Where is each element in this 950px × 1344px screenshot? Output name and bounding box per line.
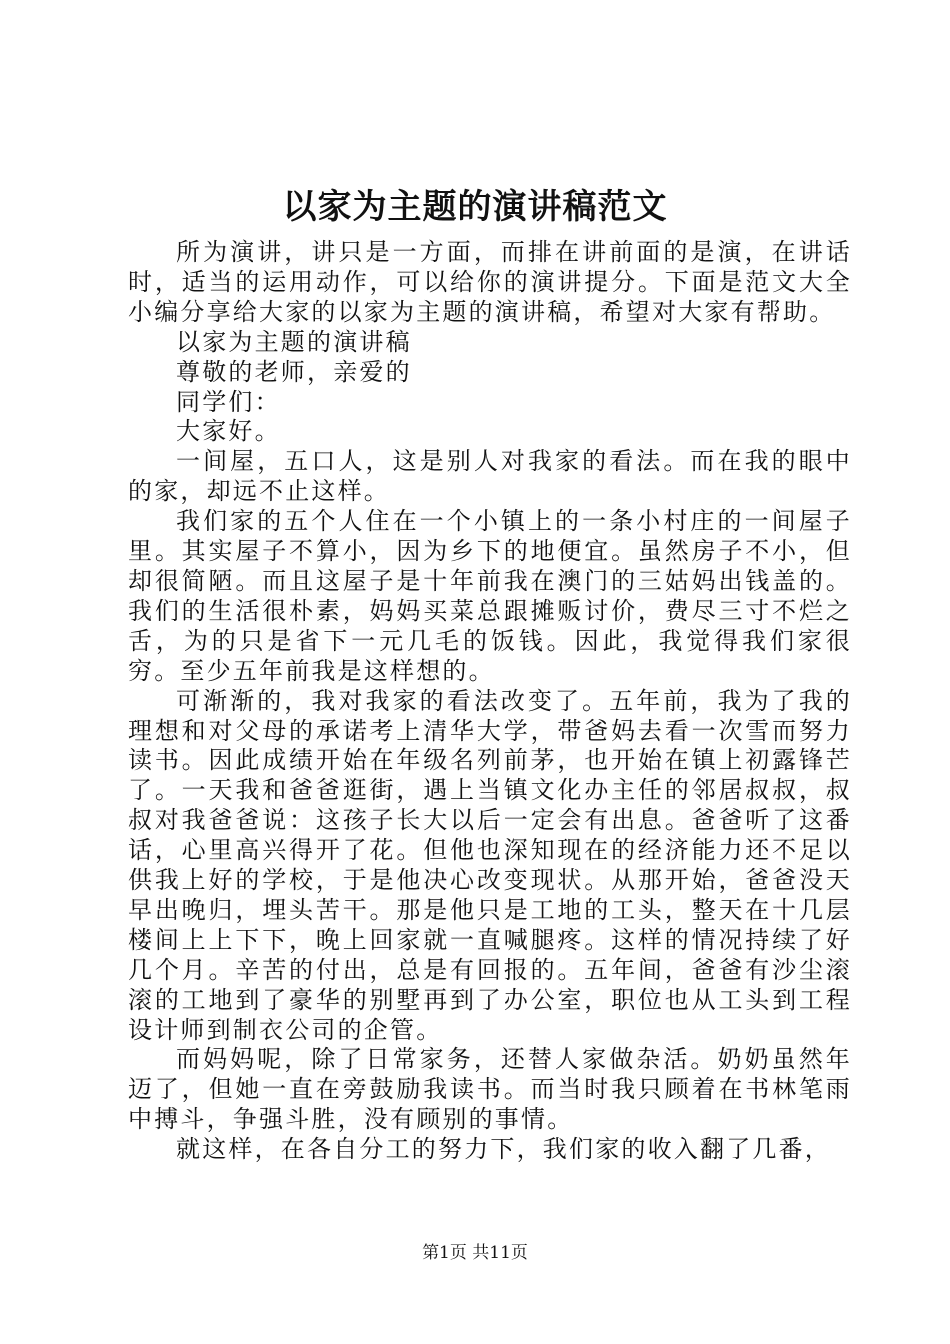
paragraph-body: 可渐渐的，我对我家的看法改变了。五年前，我为了我的理想和对父母的承诺考上清华大学，带爸妈去看一次雪而努力读书。因此成绩开始在年级名列前茅，也开始在镇上初露锋芒了。一天我和爸爸逛街，遇上当镇文化办主任的邻居叔叔，叔叔对我爸爸说：这孩子长大以后一定会有出息。爸爸听了这番话，心里高兴得开了花。但他也深知现在的经济能力还不足以供我上好的学校，于是他决心改变现状。从那开始，爸爸没天早出晚归，埋头苦干。那是他只是工地的工头，整天在十几层楼间上上下下，晚上回家就一直喊腿疼。这样的情况持续了好几个月。辛苦的付出，总是有回报的。五年间，爸爸有沙尘滚滚的工地到了豪华的别墅再到了办公室，职位也从工头到工程设计师到制衣公司的企管。 — [128, 686, 852, 1044]
paragraph-body: 一间屋，五口人，这是别人对我家的看法。而在我的眼中的家，却远不止这样。 — [128, 447, 852, 506]
paragraph-speech-title: 以家为主题的演讲稿 — [176, 327, 412, 356]
paragraph-body: 而妈妈呢，除了日常家务，还替人家做杂活。奶奶虽然年迈了，但她一直在旁鼓励我读书。而当时我只顾着在书林笔雨中搏斗，争强斗胜，没有顾别的事情。 — [128, 1045, 852, 1134]
paragraph-greeting: 大家好。 — [176, 417, 281, 446]
paragraph-salutation-1: 尊敬的老师，亲爱的 — [176, 357, 412, 386]
paragraph-intro: 所为演讲，讲只是一方面，而排在讲前面的是演，在讲话时，适当的运用动作，可以给你的演讲提分。下面是范文大全小编分享给大家的以家为主题的演讲稿，希望对大家有帮助。 — [128, 238, 852, 326]
paragraph-body: 我们家的五个人住在一个小镇上的一条小村庄的一间屋子里。其实屋子不算小，因为乡下的地便宜。虽然房子不小，但却很简陋。而且这屋子是十年前我在澳门的三姑妈出钱盖的。我们的生活很朴素，妈妈买菜总跟摊贩讨价，费尽三寸不烂之舌，为的只是省下一元几毛的饭钱。因此，我觉得我们家很穷。至少五年前我是这样想的。 — [128, 507, 852, 685]
document-body — [128, 238, 852, 1165]
paragraph-body: 就这样，在各自分工的努力下，我们家的收入翻了几番， — [176, 1135, 831, 1164]
page-number-footer: 第1页 共11页 — [422, 1243, 528, 1263]
document-title: 以家为主题的演讲稿范文 — [282, 187, 668, 227]
paragraph-salutation-2: 同学们： — [176, 387, 281, 416]
